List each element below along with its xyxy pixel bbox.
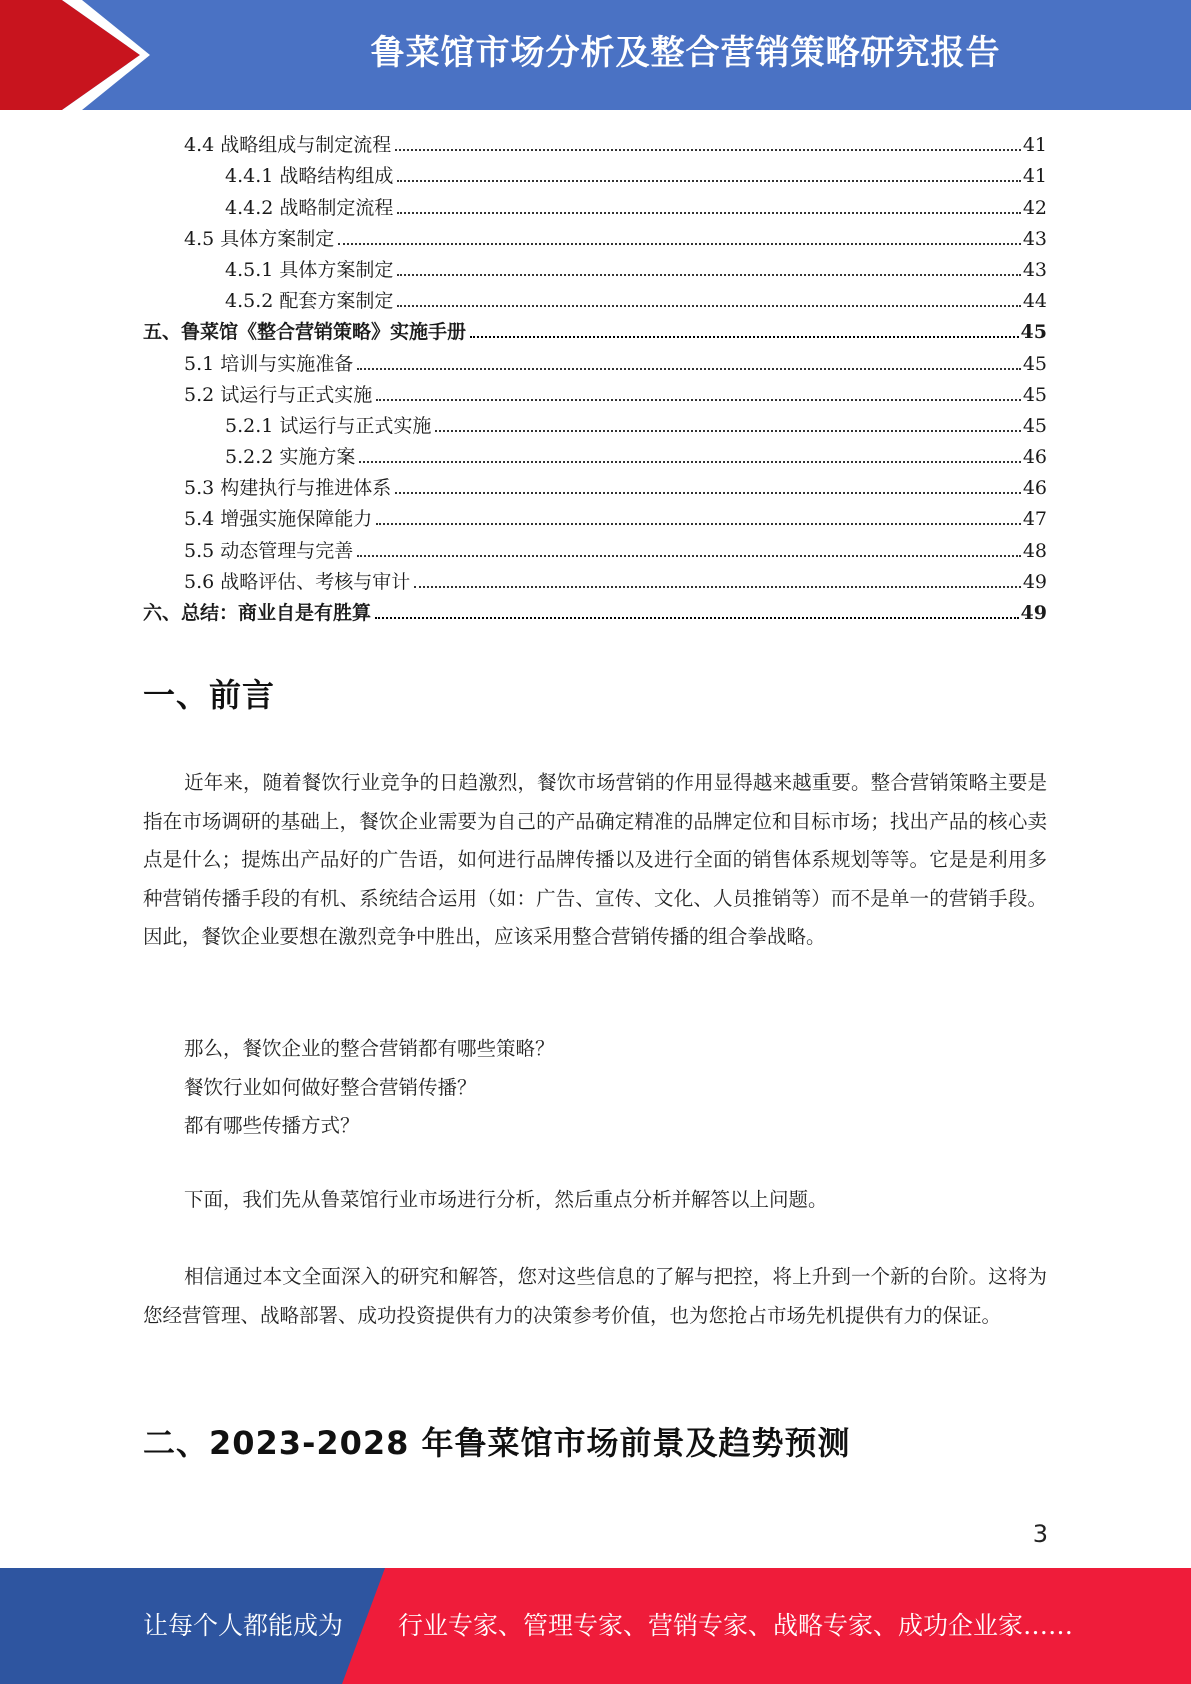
page-header (0, 0, 1191, 110)
toc-entry-page: 45 (1020, 321, 1047, 344)
toc-entry-page: 44 (1022, 290, 1047, 313)
toc-dot-leader (376, 399, 1021, 401)
toc-entry[interactable] (143, 159, 1047, 190)
toc-entry-label: 5.3 构建执行与推进体系 (184, 477, 392, 500)
toc-entry-label: 4.5.2 配套方案制定 (225, 290, 394, 313)
toc-entry-label: 5.2.2 实施方案 (225, 446, 356, 469)
toc-dot-leader (397, 212, 1020, 214)
toc-dot-leader (357, 368, 1021, 370)
toc-dot-leader (359, 461, 1020, 463)
preface-paragraph-3: 相信通过本文全面深入的研究和解答，您对这些信息的了解与把控，将上升到一个新的台阶。这将为您经营管理、战略部署、成功投资提供有力的决策参考价值，也为您抢占市场先机提供有力的保证。 (143, 1265, 1047, 1327)
toc-entry-page: 43 (1022, 258, 1047, 281)
toc-entry-label: 4.4.2 战略制定流程 (225, 196, 394, 219)
toc-dot-leader (395, 149, 1021, 151)
question-line: 都有哪些传播方式？ (184, 1114, 360, 1137)
toc-entry-page: 45 (1022, 414, 1047, 437)
toc-dot-leader (397, 305, 1020, 307)
toc-entry-page: 43 (1022, 227, 1047, 250)
question-line: 那么，餐饮企业的整合营销都有哪些策略？ (184, 1037, 555, 1060)
preface-questions (143, 1030, 1047, 1146)
toc-dot-leader (395, 492, 1021, 494)
footer-slogan-left: 让每个人都能成为 (143, 1611, 344, 1640)
footer-slogan-right: 行业专家、管理专家、营销专家、战略专家、成功企业家…… (398, 1611, 1074, 1640)
toc-entry[interactable] (143, 315, 1047, 346)
toc-entry-page: 46 (1022, 477, 1047, 500)
toc-dot-leader (338, 243, 1021, 245)
toc-entry-label: 5.2.1 试运行与正式实施 (225, 414, 432, 437)
toc-entry-page: 41 (1022, 134, 1047, 157)
toc-entry[interactable] (143, 596, 1047, 627)
toc-entry-label: 4.4.1 战略结构组成 (225, 165, 394, 188)
toc-dot-leader (414, 586, 1021, 588)
toc-entry-label: 5.1 培训与实施准备 (184, 352, 354, 375)
toc-entry[interactable] (143, 284, 1047, 315)
section-heading-preface: 一、前言 (143, 676, 276, 714)
toc-entry-page: 41 (1022, 165, 1047, 188)
toc-dot-leader (435, 430, 1020, 432)
page-number: 3 (1032, 1520, 1048, 1548)
toc-entry-page: 48 (1022, 539, 1047, 562)
toc-entry-page: 45 (1022, 383, 1047, 406)
toc-entry-label: 5.4 增强实施保障能力 (184, 508, 373, 531)
preface-paragraph-1: 近年来，随着餐饮行业竞争的日趋激烈，餐饮市场营销的作用显得越来越重要。整合营销策略主要是指在市场调研的基础上，餐饮企业需要为自己的产品确定精准的品牌定位和目标市场；找出产品的核心卖点是什么；提炼出产品好的广告语，如何进行品牌传播以及进行全面的销售体系规划等等。它是是利用多种营销传播手段的有机、系统结合运用（如：广告、宣传、文化、人员推销等）而不是单一的营销手段。因此，餐饮企业要想在激烈竞争中胜出，应该采用整合营销传播的组合拳战略。 (143, 771, 1047, 948)
header-arrow-decoration (0, 0, 200, 110)
toc-dot-leader (397, 180, 1020, 182)
toc-entry-page: 46 (1022, 446, 1047, 469)
toc-dot-leader (375, 617, 1019, 619)
toc-dot-leader (357, 555, 1021, 557)
toc-entry[interactable] (143, 502, 1047, 533)
toc-entry-label: 五、鲁菜馆《整合营销策略》实施手册 (143, 321, 467, 344)
toc-entry[interactable] (143, 190, 1047, 221)
page-footer (0, 1568, 1191, 1684)
toc-entry-label: 4.5 具体方案制定 (184, 227, 335, 250)
toc-entry-page: 45 (1022, 352, 1047, 375)
toc-entry[interactable] (143, 253, 1047, 284)
toc-dot-leader (470, 336, 1019, 338)
question-line: 餐饮行业如何做好整合营销传播？ (184, 1075, 477, 1099)
toc-entry-page: 42 (1022, 196, 1047, 219)
toc-entry-label: 5.5 动态管理与完善 (184, 539, 354, 562)
toc-entry-page: 49 (1022, 570, 1047, 593)
table-of-contents (143, 128, 1047, 627)
toc-entry[interactable] (143, 222, 1047, 253)
toc-entry[interactable] (143, 533, 1047, 564)
header-title: 鲁菜馆市场分析及整合营销策略研究报告 (370, 33, 1001, 73)
toc-entry-label: 5.2 试运行与正式实施 (184, 383, 373, 406)
toc-dot-leader (397, 274, 1020, 276)
toc-entry-label: 4.4 战略组成与制定流程 (184, 134, 392, 157)
toc-dot-leader (376, 523, 1021, 525)
toc-entry[interactable] (143, 565, 1047, 596)
toc-entry[interactable] (143, 128, 1047, 159)
preface-paragraph-2: 下面，我们先从鲁菜馆行业市场进行分析，然后重点分析并解答以上问题。 (184, 1188, 828, 1211)
toc-entry-label: 5.6 战略评估、考核与审计 (184, 570, 411, 593)
toc-entry[interactable] (143, 378, 1047, 409)
toc-entry-label: 六、总结：商业自是有胜算 (143, 602, 372, 624)
toc-entry-page: 49 (1020, 602, 1047, 624)
toc-entry-label: 4.5.1 具体方案制定 (225, 258, 394, 281)
section-heading-forecast: 二、2023-2028 年鲁菜馆市场前景及趋势预测 (143, 1424, 851, 1462)
toc-entry[interactable] (143, 409, 1047, 440)
toc-entry[interactable] (143, 346, 1047, 377)
toc-entry-page: 47 (1022, 508, 1047, 531)
toc-entry[interactable] (143, 440, 1047, 471)
toc-entry[interactable] (143, 471, 1047, 502)
